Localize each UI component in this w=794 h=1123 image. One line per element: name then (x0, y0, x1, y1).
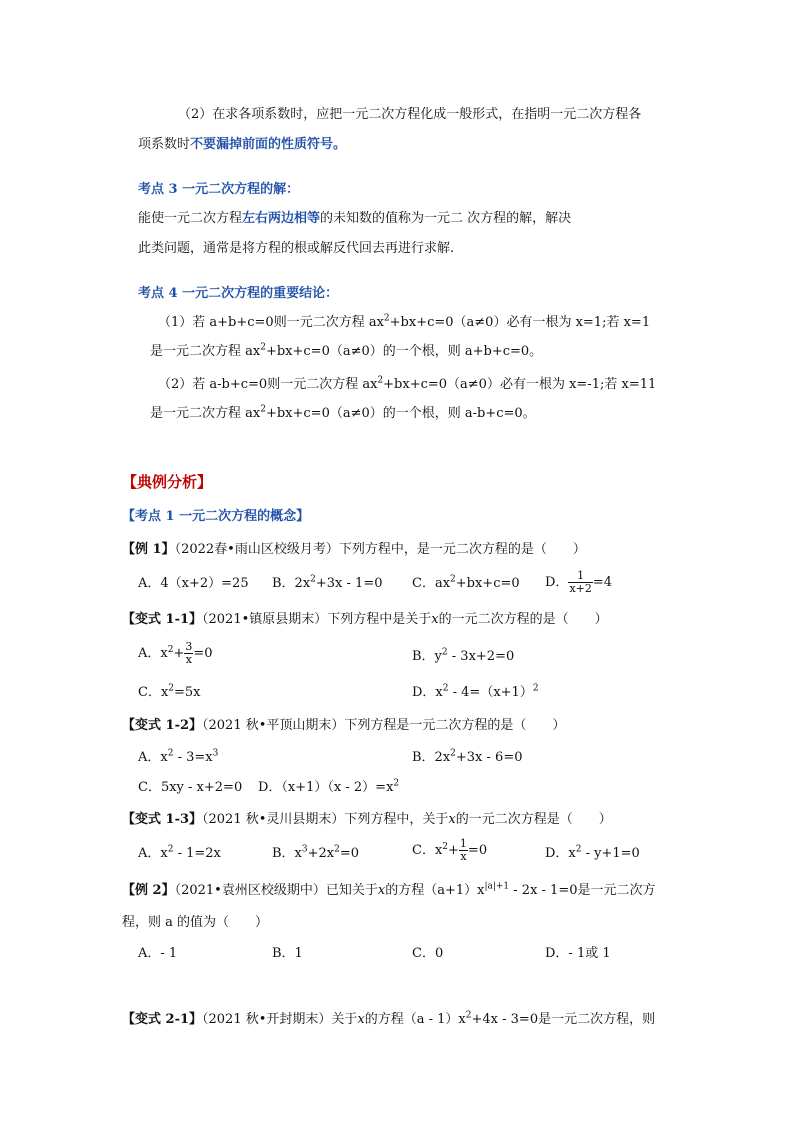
kd3-line-1: 能使一元二次方程左右两边相等的未知数的值称为一元二 次方程的解，解决 (138, 211, 572, 226)
section-title: 【典例分析】 (122, 473, 213, 491)
v11-option-c: C．$x^2=5x$ (138, 683, 201, 700)
fraction: $\frac{1}{x}$ (459, 837, 467, 864)
ex2-option-c: C．0 (412, 946, 444, 961)
fraction: $\frac{3}{x}$ (185, 640, 193, 667)
v13-option-d: D．$x^2 - y+1=0$ (545, 844, 640, 861)
v12-option-c: C．5xy - x+2=0 (138, 780, 243, 795)
v11-option-b: B．$y^2 - 3x+2=0$ (412, 647, 515, 664)
ex2-question-line-1: 【例 2】（2021•袁州区校级期中）已知关于x的方程$(a+1)x^{|a|+1} - 2x - 1=0$是一元二次方 (122, 881, 656, 898)
intro-line-2: 项系数时不要漏掉前面的性质符号。 (138, 137, 347, 152)
v13-option-c: C．$x^2+$ $\frac{1}{x}$ =0 (412, 837, 488, 864)
kd4-title: 考点 4 一元二次方程的重要结论： (138, 286, 339, 301)
ex2-option-d: D．- 1或 1 (545, 946, 611, 961)
v11-option-d: D．$x^2 - 4=(x+1)^2$ (412, 683, 539, 700)
kd3-line-2: 此类问题，通常是将方程的根或解反代回去再进行求解. (138, 241, 455, 256)
v12-option-b: B．$2x^2+3x - 6=0$ (412, 748, 523, 765)
ex1-option-b: B．$2x^2+3x - 1=0$ (272, 574, 383, 591)
ex1-option-c: C．$ax^2+bx+c=0$ (412, 574, 520, 591)
ex1-option-d: D． $\frac{1}{x+2}$ =4 (545, 569, 613, 596)
kd1-title: 【考点 1 一元二次方程的概念】 (122, 509, 310, 524)
fraction: $\frac{1}{x+2}$ (569, 569, 592, 596)
v13-option-b: B．$x^3+2x^2=0$ (272, 844, 360, 861)
ex2-option-a: A．- 1 (138, 946, 178, 961)
v11-question: 【变式 1-1】（2021•镇原县期末）下列方程中是关于x的一元二次方程的是（ ） (122, 612, 608, 627)
intro-line-1: （2）在求各项系数时，应把一元二次方程化成一般形式，在指明一元二次方程各 (178, 107, 642, 122)
v13-question: 【变式 1-3】（2021 秋•灵川县期末）下列方程中，关于x的一元二次方程是（ ） (122, 812, 612, 827)
kd4-p2-line-1: （2）若 a-b+c=0则一元二次方程 $ax^2+bx+c=0(a\ne 0)$必有一根为 x=-1;若 x=11 (158, 375, 657, 392)
v11-option-a: A．$x^2+$ $\frac{3}{x}$ =0 (138, 640, 213, 667)
v12-option-a: A．$x^2 - 3=x^3$ (138, 748, 219, 765)
v21-question: 【变式 2-1】（2021 秋•开封期末）关于x的方程$(a - 1)x^2+4x - 3=0$是一元二次方程，则 (122, 1010, 656, 1027)
kd4-p2-line-2: 是一元二次方程 $ax^2+bx+c=0(a\ne 0)$的一个根，则 a-b+c=0。 (150, 404, 536, 421)
ex1-question: 【例 1】（2022春•雨山区校级月考）下列方程中，是一元二次方程的是（ ） (122, 542, 586, 557)
kd4-p1-line-2: 是一元二次方程 $ax^2+bx+c=0(a\ne 0)$的一个根，则 a+b+c=0。 (150, 342, 543, 359)
v12-option-d: D．$(x+1)(x - 2)=x^2$ (258, 778, 400, 795)
v12-question: 【变式 1-2】（2021 秋•平顶山期末）下列方程是一元二次方程的是（ ） (122, 718, 566, 733)
v13-option-a: A．$x^2 - 1=2x$ (138, 844, 221, 861)
kd4-p1-line-1: （1）若 a+b+c=0则一元二次方程 $ax^2+bx+c=0(a\ne 0)$必有一根为 x=1;若 x=1 (158, 313, 651, 330)
ex2-question-line-2: 程，则 a 的值为（ ） (122, 915, 269, 930)
ex2-option-b: B．1 (272, 946, 303, 961)
kd3-title: 考点 3 一元二次方程的解： (138, 182, 300, 197)
ex1-option-a: A．4（x+2）=25 (138, 576, 249, 591)
